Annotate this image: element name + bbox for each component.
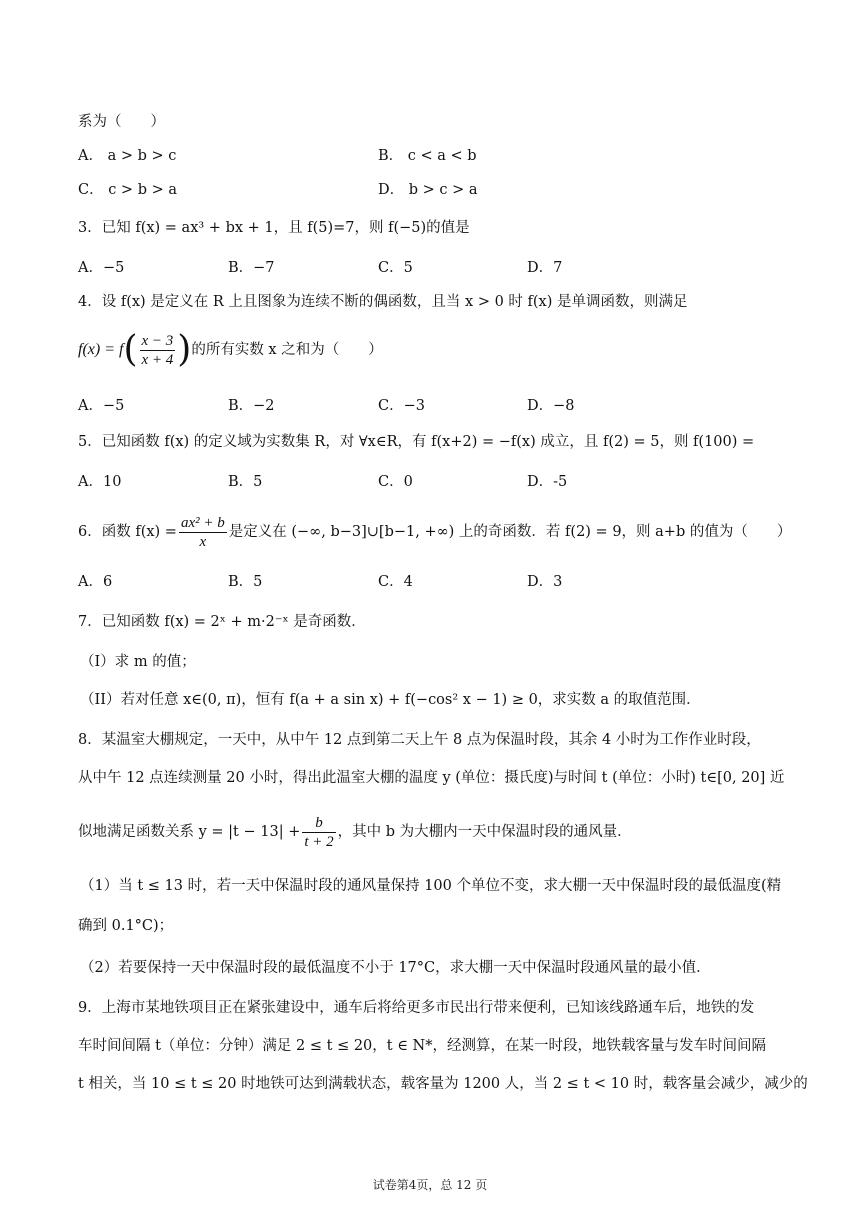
question-4-formula: [78, 330, 790, 370]
option-d: D．-5: [527, 474, 568, 490]
option-b: B． c < a < b: [378, 148, 477, 164]
numerator: ax² + b: [180, 514, 225, 531]
option-c: C． c > b > a: [78, 182, 177, 198]
question-8-formula: [78, 812, 790, 852]
option-c: C．4: [378, 574, 413, 590]
left-paren: (: [123, 329, 138, 370]
option-b: B．−2: [228, 398, 275, 414]
denominator: x + 4: [141, 351, 174, 368]
option-c: C．5: [378, 260, 413, 276]
option-a: A．−5: [78, 398, 125, 414]
question-6-lead: 6．函数 f(x) =: [78, 524, 177, 540]
option-c: C．−3: [378, 398, 425, 414]
formula-tail: ，其中 b 为大棚内一天中保温时段的通风量．: [337, 824, 632, 840]
option-a: A． a > b > c: [78, 148, 177, 164]
question-7: 7．已知函数 f(x) = 2ˣ + m·2⁻ˣ 是奇函数．: [78, 614, 366, 630]
option-d: D． b > c > a: [378, 182, 478, 198]
question-6-tail: 是定义在 (−∞, b−3]∪[b−1, +∞) 上的奇函数．若 f(2) = 9，则 a+b 的值为（ ）: [228, 524, 792, 540]
fraction: [302, 814, 335, 851]
question-8-line-1: 8．某温室大棚规定，一天中，从中午 12 点到第二天上午 8 点为保温时段，其余 4 小时为工作作业时段，: [78, 732, 761, 748]
question-8-line-2: 从中午 12 点连续测量 20 小时，得出此温室大棚的温度 y (单位：摄氏度)与时间 t (单位：小时) t∈[0, 20] 近: [78, 770, 785, 786]
option-d: D．7: [527, 260, 563, 276]
question-8-part-1-cont: 确到 0.1°C)；: [78, 918, 174, 934]
numerator: b: [302, 814, 335, 833]
question-fragment: 系为（ ）: [78, 114, 165, 130]
option-b: B．−7: [228, 260, 275, 276]
question-3: 3．已知 f(x) = ax³ + bx + 1，且 f(5)=7，则 f(−5)的值是: [78, 220, 470, 236]
option-d: D．−8: [527, 398, 575, 414]
option-b: B．5: [228, 574, 263, 590]
page-footer: 试卷第4页，总 12 页: [372, 1178, 488, 1192]
formula-lhs: f(x) = f: [78, 341, 124, 358]
question-4: 4．设 f(x) 是定义在 R 上且图象为连续不断的偶函数，且当 x > 0 时 f(x) 是单调函数，则满足: [78, 294, 688, 310]
option-a: A．10: [78, 474, 122, 490]
option-a: A．−5: [78, 260, 125, 276]
question-5: 5．已知函数 f(x) 的定义域为实数集 R，对 ∀x∈R，有 f(x+2) = −f(x) 成立，且 f(2) = 5，则 f(100) =: [78, 434, 755, 450]
formula-lead: 似地满足函数关系 y = |t − 13| +: [78, 824, 301, 840]
formula-tail: 的所有实数 x 之和为（ ）: [191, 342, 383, 358]
option-c: C．0: [378, 474, 413, 490]
fraction: [140, 332, 176, 369]
question-6: [78, 512, 790, 552]
question-9-line-2: 车时间间隔 t（单位：分钟）满足 2 ≤ t ≤ 20，t ∈ N*，经测算，在某一时段，地铁载客量与发车时间间隔: [78, 1038, 766, 1054]
question-8-part-2: （2）若要保持一天中保温时段的最低温度不小于 17°C，求大棚一天中保温时段通风量的最小值．: [80, 960, 711, 976]
question-9-line-3: t 相关，当 10 ≤ t ≤ 20 时地铁可达到满载状态，载客量为 1200 人，当 2 ≤ t < 10 时，载客量会减少，减少的: [78, 1076, 808, 1092]
option-a: A．6: [78, 574, 113, 590]
option-d: D．3: [527, 574, 563, 590]
question-7-part-1: （I）求 m 的值；: [80, 654, 196, 670]
numerator: x − 3: [141, 332, 174, 349]
question-8-part-1: （1）当 t ≤ 13 时，若一天中保温时段的通风量保持 100 个单位不变，求大棚一天中保温时段的最低温度(精: [80, 878, 782, 894]
right-paren: ): [177, 329, 192, 370]
question-9-line-1: 9．上海市某地铁项目正在紧张建设中，通车后将给更多市民出行带来便利，已知该线路通车后，地铁的发: [78, 1000, 755, 1016]
question-7-part-2: （II）若对任意 x∈(0, π)，恒有 f(a + a sin x) + f(−cos² x − 1) ≥ 0，求实数 a 的取值范围．: [80, 692, 701, 708]
denominator: t + 2: [304, 833, 334, 850]
denominator: x: [199, 533, 207, 550]
option-b: B．5: [228, 474, 263, 490]
fraction: [179, 514, 227, 551]
